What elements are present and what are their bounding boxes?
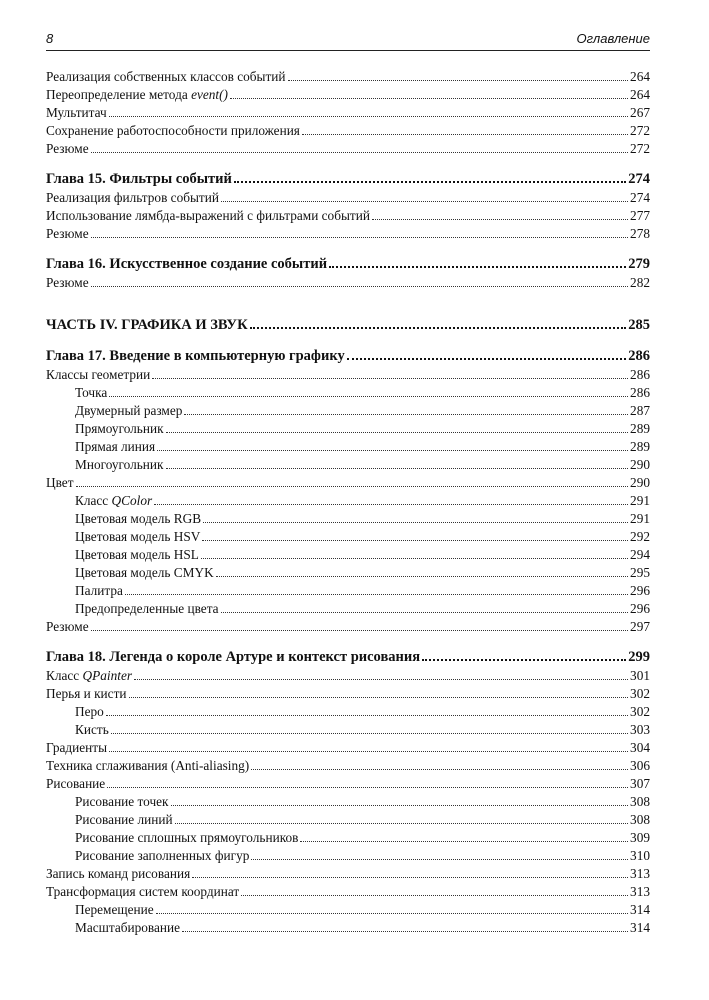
toc-entry-title: Резюме [46, 141, 89, 156]
toc-subentry [75, 702, 650, 720]
toc-leader [107, 787, 628, 788]
toc-entry-title: Цветовая модель HSV [75, 529, 201, 544]
toc-entry-page: 314 [630, 920, 650, 935]
toc-entry-title: Глава 16. Искусственное создание событий [46, 256, 328, 272]
toc-entry-page: 302 [630, 686, 650, 701]
toc-subentry [75, 828, 650, 846]
toc-subentry [75, 720, 650, 738]
toc-entry-page: 304 [630, 740, 650, 755]
toc-leader [251, 769, 628, 770]
toc-entry-title: Реализация фильтров событий [46, 190, 219, 205]
toc-subentry [75, 918, 650, 936]
toc-entry [46, 617, 650, 635]
toc-entry [46, 273, 650, 291]
toc-entry-page: 314 [630, 902, 650, 917]
toc-chapter [46, 646, 650, 665]
toc-entry-page: 287 [630, 403, 650, 418]
toc-entry-title: Цветовая модель CMYK [75, 565, 214, 580]
toc-entry [46, 666, 650, 684]
toc-entry-page: 286 [630, 385, 650, 400]
toc-leader [91, 630, 628, 631]
toc-leader [251, 859, 628, 860]
toc-entry-page: 313 [630, 884, 650, 899]
toc-entry-page: 295 [630, 565, 650, 580]
toc-entry-page: 274 [630, 190, 650, 205]
toc-entry-title: Резюме [46, 275, 89, 290]
toc-entry-title: Техника сглаживания (Anti-aliasing) [46, 758, 250, 773]
toc-subentry [75, 509, 650, 527]
toc-leader [109, 116, 628, 117]
toc-subentry [75, 846, 650, 864]
toc-entry [46, 756, 650, 774]
toc-entry-title: Прямая линия [75, 439, 156, 454]
toc-entry [46, 224, 650, 242]
toc-entry-title: Резюме [46, 226, 89, 241]
toc-entry-page: 308 [630, 794, 650, 809]
toc-entry-page: 303 [630, 722, 650, 737]
toc-leader [192, 877, 628, 878]
toc-entry-page: 291 [630, 511, 650, 526]
toc-entry-page: 306 [630, 758, 650, 773]
toc-entry-title: Рисование точек [75, 794, 169, 809]
toc-entry-title: Цветовая модель RGB [75, 511, 202, 526]
toc-entry-title: Переопределение метода event() [46, 87, 228, 102]
toc-entry-title: Многоугольник [75, 457, 164, 472]
toc-entry [46, 473, 650, 491]
toc-entry-title: Цветовая модель HSL [75, 547, 199, 562]
toc-chapter [46, 168, 650, 187]
toc-subentry [75, 900, 650, 918]
toc-entry-page: 290 [630, 475, 650, 490]
toc-subentry [75, 810, 650, 828]
toc-leader [134, 679, 628, 680]
toc-entry-title: Цвет [46, 475, 74, 490]
toc-leader [372, 219, 628, 220]
toc-entry-title: Рисование заполненных фигур [75, 848, 250, 863]
toc-entry-page: 289 [630, 439, 650, 454]
toc-entry-title: Палитра [75, 583, 123, 598]
toc-entry-title: Трансформация систем координат [46, 884, 240, 899]
toc-entry-title: Рисование линий [75, 812, 173, 827]
toc-entry-title: Прямоугольник [75, 421, 164, 436]
toc-entry-page: 310 [630, 848, 650, 863]
page-header [46, 30, 650, 51]
toc-entry-title: Рисование сплошных прямоугольников [75, 830, 299, 845]
toc-entry-title: Мультитач [46, 105, 107, 120]
toc-entry-title: Использование лямбда-выражений с фильтрами событий [46, 208, 370, 223]
toc-leader [76, 486, 629, 487]
toc-leader [106, 715, 628, 716]
toc-entry-page: 285 [628, 317, 650, 333]
toc-leader [216, 576, 628, 577]
toc-leader [125, 594, 628, 595]
toc-entry-page: 289 [630, 421, 650, 436]
toc-entry [46, 121, 650, 139]
toc-chapter [46, 345, 650, 364]
toc-subentry [75, 401, 650, 419]
toc-leader [302, 134, 628, 135]
toc-subentry [75, 419, 650, 437]
toc-entry-page: 264 [630, 69, 650, 84]
toc-leader [221, 201, 628, 202]
toc-leader [347, 358, 627, 360]
toc-leader [157, 450, 628, 451]
toc-subentry [75, 437, 650, 455]
toc-entry-title: Резюме [46, 619, 89, 634]
toc-leader [184, 414, 628, 415]
toc-entry [46, 882, 650, 900]
toc-entry-page: 294 [630, 547, 650, 562]
toc-entry [46, 67, 650, 85]
toc-entry-page: 272 [630, 141, 650, 156]
toc-leader [230, 98, 628, 99]
toc-leader [109, 751, 628, 752]
toc-entry-page: 307 [630, 776, 650, 791]
toc-leader [175, 823, 628, 824]
toc-leader [182, 931, 628, 932]
toc-subentry [75, 792, 650, 810]
toc-entry-title: Глава 15. Фильтры событий [46, 171, 232, 187]
toc-leader [111, 733, 628, 734]
toc-entry-title: Перемещение [75, 902, 154, 917]
toc-leader [221, 612, 628, 613]
toc-leader [91, 237, 628, 238]
toc-entry-page: 278 [630, 226, 650, 241]
toc-entry-page: 282 [630, 275, 650, 290]
toc-entry-page: 309 [630, 830, 650, 845]
toc-entry-title: Предопределенные цвета [75, 601, 219, 616]
toc-entry-title: Классы геометрии [46, 367, 151, 382]
toc-entry [46, 188, 650, 206]
toc-entry-title: Перья и кисти [46, 686, 127, 701]
toc-leader [154, 504, 628, 505]
toc-leader [166, 432, 628, 433]
toc-leader [91, 286, 628, 287]
toc-leader [91, 152, 628, 153]
toc-entry-page: 274 [628, 171, 650, 187]
toc-leader [109, 396, 628, 397]
toc-entry-title: Перо [75, 704, 104, 719]
toc-entry-page: 299 [628, 649, 650, 665]
toc-entry-page: 313 [630, 866, 650, 881]
toc-leader [234, 181, 626, 183]
toc-entry-page: 302 [630, 704, 650, 719]
toc-entry-title: Запись команд рисования [46, 866, 191, 881]
toc-leader [201, 558, 628, 559]
toc-leader [152, 378, 628, 379]
toc-entry-page: 286 [630, 367, 650, 382]
toc-entry [46, 738, 650, 756]
toc-entry-title: Масштабирование [75, 920, 181, 935]
toc-leader [288, 80, 629, 81]
toc-entry-page: 297 [630, 619, 650, 634]
toc-entry-page: 279 [628, 256, 650, 272]
toc-leader [203, 522, 628, 523]
toc-entry-page: 277 [630, 208, 650, 223]
toc-entry-title: Класс QPainter [46, 668, 133, 683]
toc-entry-title: Точка [75, 385, 108, 400]
page-number: 8 [46, 31, 54, 46]
toc-entry-page: 308 [630, 812, 650, 827]
toc-leader [329, 266, 626, 268]
toc-entry-page: 292 [630, 529, 650, 544]
toc-entry-page: 291 [630, 493, 650, 508]
toc-entry-title: ЧАСТЬ IV. ГРАФИКА И ЗВУК [46, 317, 248, 333]
toc-entry-page: 296 [630, 583, 650, 598]
toc-entry [46, 864, 650, 882]
toc-entry-page: 290 [630, 457, 650, 472]
toc-entry-page: 301 [630, 668, 650, 683]
toc-subentry [75, 581, 650, 599]
toc-entry-page: 296 [630, 601, 650, 616]
toc-subentry [75, 383, 650, 401]
toc-entry-page: 286 [628, 348, 650, 364]
toc-entry-page: 272 [630, 123, 650, 138]
toc-leader [202, 540, 628, 541]
toc-entry-title: Двумерный размер [75, 403, 183, 418]
toc-leader [171, 805, 629, 806]
toc-subentry [75, 455, 650, 473]
toc-entry-title: Глава 17. Введение в компьютерную графику [46, 348, 345, 364]
toc-part [46, 314, 650, 333]
toc-entry [46, 103, 650, 121]
toc-entry [46, 774, 650, 792]
toc-entry [46, 206, 650, 224]
toc-leader [300, 841, 628, 842]
toc-entry-title: Рисование [46, 776, 106, 791]
toc-entry [46, 684, 650, 702]
toc-leader [156, 913, 628, 914]
toc-entry-title: Класс QColor [75, 493, 153, 508]
toc-subentry [75, 545, 650, 563]
running-title: Оглавление [576, 31, 650, 46]
toc-subentry [75, 491, 650, 509]
toc-entry-page: 264 [630, 87, 650, 102]
toc-subentry [75, 563, 650, 581]
toc-entry-page: 267 [630, 105, 650, 120]
toc-entry-title: Реализация собственных классов событий [46, 69, 286, 84]
toc-entry-title: Сохранение работоспособности приложения [46, 123, 300, 138]
toc-leader [422, 659, 626, 661]
toc-leader [250, 327, 627, 329]
toc-leader [166, 468, 629, 469]
toc-entry-title: Глава 18. Легенда о короле Артуре и контекст рисования [46, 649, 421, 665]
toc-entry [46, 365, 650, 383]
toc-entry [46, 139, 650, 157]
toc-chapter [46, 253, 650, 272]
toc-leader [129, 697, 629, 698]
toc-leader [241, 895, 628, 896]
toc-entry-title: Кисть [75, 722, 109, 737]
toc-subentry [75, 599, 650, 617]
toc-entry-title: Градиенты [46, 740, 108, 755]
toc-subentry [75, 527, 650, 545]
toc-entry [46, 85, 650, 103]
